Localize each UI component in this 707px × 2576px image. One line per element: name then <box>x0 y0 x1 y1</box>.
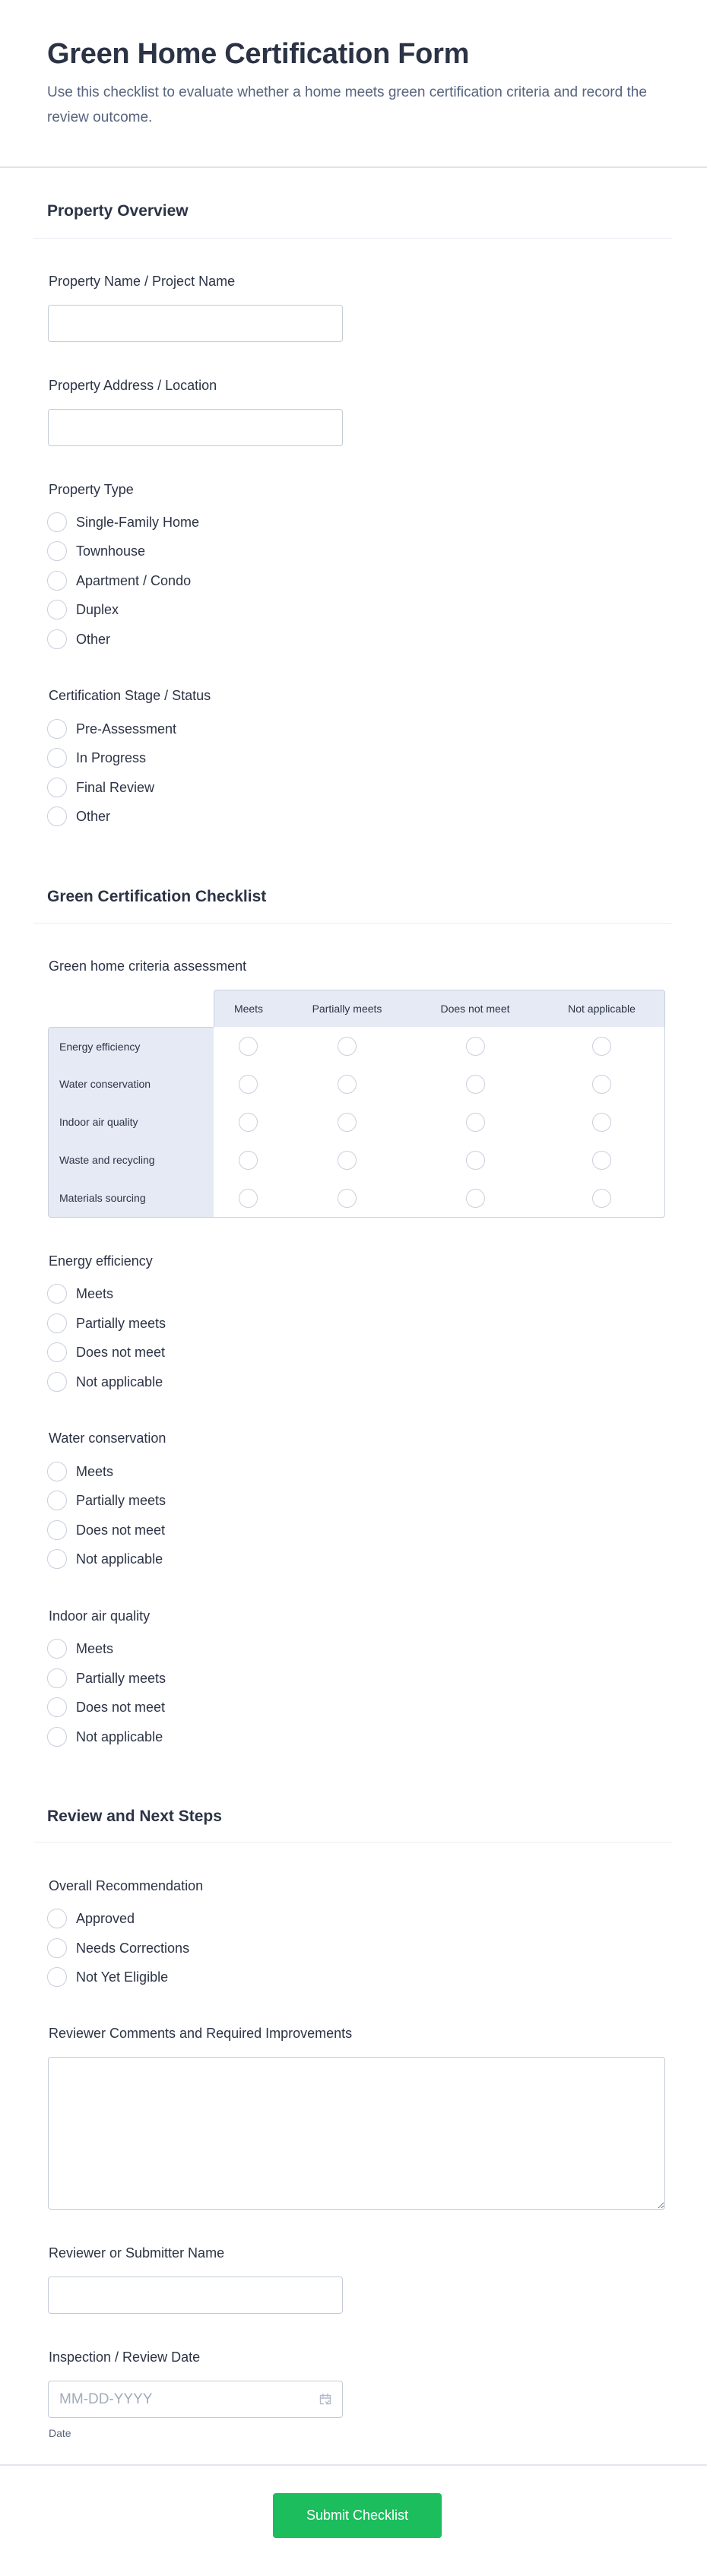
energy-efficiency-label: Energy efficiency <box>49 1253 153 1269</box>
radio-label: Needs Corrections <box>76 1940 190 1956</box>
radio-water-meets[interactable] <box>47 1461 113 1482</box>
radio-label: Other <box>76 631 111 647</box>
reviewer-name-label: Reviewer or Submitter Name <box>49 2245 225 2261</box>
matrix-radio-cell[interactable] <box>539 1065 665 1104</box>
review-date-sublabel: Date <box>49 2427 71 2439</box>
radio-button[interactable] <box>239 1075 258 1094</box>
radio-button[interactable] <box>47 1909 67 1928</box>
radio-button[interactable] <box>47 1313 67 1333</box>
matrix-col-header: Not applicable <box>539 990 665 1028</box>
radio-stage-in-progress[interactable] <box>47 747 146 768</box>
radio-energy-meets[interactable] <box>47 1283 113 1304</box>
radio-button[interactable] <box>239 1037 258 1056</box>
matrix-label: Green home criteria assessment <box>49 958 247 974</box>
radio-energy-partially-meets[interactable] <box>47 1313 166 1334</box>
radio-property-type-duplex[interactable] <box>47 599 119 620</box>
indoor-air-quality-label: Indoor air quality <box>49 1608 151 1624</box>
radio-air-meets[interactable] <box>47 1638 113 1659</box>
radio-air-does-not-meet[interactable] <box>47 1697 165 1718</box>
radio-button[interactable] <box>47 1727 67 1747</box>
radio-label: Partially meets <box>76 1315 166 1331</box>
radio-button[interactable] <box>47 600 67 619</box>
section-title-property-overview: Property Overview <box>47 202 189 220</box>
radio-button[interactable] <box>592 1113 611 1132</box>
radio-recommendation-approved[interactable] <box>47 1908 135 1929</box>
review-date-field[interactable] <box>48 2381 343 2418</box>
matrix-col-header: Meets <box>214 990 284 1028</box>
radio-label: Townhouse <box>76 543 146 559</box>
radio-label: Pre-Assessment <box>76 721 177 737</box>
matrix-radio-cell[interactable] <box>283 1103 412 1142</box>
property-type-label: Property Type <box>49 482 134 497</box>
water-conservation-label: Water conservation <box>49 1431 166 1446</box>
comments-label: Reviewer Comments and Required Improvements <box>49 2026 353 2041</box>
matrix-row-label: Water conservation <box>48 1065 214 1104</box>
radio-label: Other <box>76 808 111 824</box>
radio-button[interactable] <box>47 1639 67 1659</box>
submit-checklist-button[interactable]: Submit Checklist <box>273 2493 442 2538</box>
radio-button[interactable] <box>466 1151 485 1170</box>
radio-button[interactable] <box>592 1151 611 1170</box>
matrix-radio-cell[interactable] <box>411 1141 540 1180</box>
matrix-col-header: Does not meet <box>411 990 540 1028</box>
review-date-input[interactable] <box>49 2381 307 2417</box>
matrix-row-label: Materials sourcing <box>48 1179 214 1218</box>
radio-recommendation-needs-corrections[interactable] <box>47 1938 189 1959</box>
radio-button[interactable] <box>47 541 67 561</box>
matrix-radio-cell[interactable] <box>214 1027 284 1066</box>
radio-label: Meets <box>76 1285 114 1301</box>
radio-label: Not applicable <box>76 1728 163 1744</box>
radio-label: Apartment / Condo <box>76 572 192 588</box>
section-divider <box>33 923 672 924</box>
matrix-row-label: Indoor air quality <box>48 1103 214 1142</box>
matrix-radio-cell[interactable] <box>539 1179 665 1218</box>
radio-button[interactable] <box>466 1075 485 1094</box>
radio-button[interactable] <box>338 1189 357 1208</box>
matrix-radio-cell[interactable] <box>214 1065 284 1104</box>
radio-property-type-apartment[interactable] <box>47 570 191 591</box>
section-title-review: Review and Next Steps <box>47 1808 222 1825</box>
matrix-radio-cell[interactable] <box>411 1065 540 1104</box>
radio-button[interactable] <box>592 1037 611 1056</box>
radio-air-partially-meets[interactable] <box>47 1668 166 1689</box>
radio-label: Meets <box>76 1640 114 1656</box>
form-title: Green Home Certification Form <box>47 38 470 70</box>
radio-button[interactable] <box>47 1372 67 1392</box>
comments-textarea[interactable] <box>48 2057 665 2210</box>
radio-button[interactable] <box>338 1075 357 1094</box>
radio-button[interactable] <box>466 1189 485 1208</box>
radio-label: Duplex <box>76 601 119 617</box>
radio-button[interactable] <box>338 1037 357 1056</box>
recommendation-label: Overall Recommendation <box>49 1878 204 1893</box>
matrix-row-label: Energy efficiency <box>48 1027 214 1066</box>
certification-stage-label: Certification Stage / Status <box>49 688 211 703</box>
form-description: Use this checklist to evaluate whether a home meets green certification criteria and record the review outcome. <box>47 84 647 125</box>
matrix-radio-cell[interactable] <box>539 1103 665 1142</box>
radio-button[interactable] <box>47 748 67 768</box>
radio-label: Does not meet <box>76 1699 166 1715</box>
matrix-radio-cell[interactable] <box>539 1027 665 1066</box>
section-divider <box>33 238 672 239</box>
matrix-row-label: Waste and recycling <box>48 1141 214 1180</box>
radio-button[interactable] <box>338 1113 357 1132</box>
radio-property-type-townhouse[interactable] <box>47 540 145 562</box>
matrix-radio-cell[interactable] <box>214 1179 284 1218</box>
radio-label: Approved <box>76 1910 135 1926</box>
radio-button[interactable] <box>466 1037 485 1056</box>
radio-button[interactable] <box>338 1151 357 1170</box>
radio-label: Partially meets <box>76 1670 166 1686</box>
matrix-radio-cell[interactable] <box>214 1141 284 1180</box>
radio-button[interactable] <box>239 1151 258 1170</box>
property-name-input[interactable] <box>48 305 343 342</box>
radio-button[interactable] <box>47 719 67 739</box>
radio-recommendation-not-yet-eligible[interactable] <box>47 1966 168 1988</box>
radio-button[interactable] <box>47 512 67 532</box>
radio-button[interactable] <box>47 1697 67 1717</box>
reviewer-name-input[interactable] <box>48 2277 343 2314</box>
matrix-radio-cell[interactable] <box>214 1103 284 1142</box>
radio-button[interactable] <box>47 1520 67 1540</box>
radio-label: Single-Family Home <box>76 514 200 530</box>
footer-divider <box>0 2464 707 2466</box>
radio-energy-does-not-meet[interactable] <box>47 1342 165 1363</box>
radio-button[interactable] <box>47 1462 67 1481</box>
radio-label: Final Review <box>76 779 155 795</box>
radio-air-not-applicable[interactable] <box>47 1726 163 1747</box>
radio-water-not-applicable[interactable] <box>47 1548 163 1570</box>
radio-stage-other[interactable] <box>47 806 110 827</box>
matrix-col-header: Partially meets <box>283 990 412 1028</box>
criteria-matrix <box>48 990 665 1218</box>
radio-button[interactable] <box>47 1967 67 1987</box>
radio-button[interactable] <box>239 1113 258 1132</box>
radio-label: Does not meet <box>76 1522 166 1538</box>
radio-label: Partially meets <box>76 1492 166 1508</box>
radio-button[interactable] <box>47 1284 67 1304</box>
property-address-input[interactable] <box>48 409 343 446</box>
radio-label: In Progress <box>76 749 147 765</box>
matrix-radio-cell[interactable] <box>411 1103 540 1142</box>
radio-energy-not-applicable[interactable] <box>47 1371 163 1393</box>
property-address-label: Property Address / Location <box>49 378 217 393</box>
radio-stage-pre-assessment[interactable] <box>47 718 176 740</box>
property-name-label: Property Name / Project Name <box>49 274 236 289</box>
radio-water-partially-meets[interactable] <box>47 1490 166 1511</box>
matrix-radio-cell[interactable] <box>411 1027 540 1066</box>
radio-stage-final-review[interactable] <box>47 777 154 798</box>
radio-property-type-single-family[interactable] <box>47 512 199 533</box>
calendar-icon[interactable] <box>318 2391 333 2406</box>
radio-button[interactable] <box>592 1189 611 1208</box>
radio-button[interactable] <box>466 1113 485 1132</box>
matrix-radio-cell[interactable] <box>283 1027 412 1066</box>
radio-label: Not applicable <box>76 1551 163 1567</box>
radio-button[interactable] <box>47 1491 67 1510</box>
radio-button[interactable] <box>47 1938 67 1958</box>
review-date-label: Inspection / Review Date <box>49 2349 201 2365</box>
radio-button[interactable] <box>47 1342 67 1362</box>
matrix-radio-cell[interactable] <box>283 1141 412 1180</box>
matrix-radio-cell[interactable] <box>283 1065 412 1104</box>
radio-button[interactable] <box>47 571 67 591</box>
radio-button[interactable] <box>47 778 67 797</box>
radio-button[interactable] <box>47 1549 67 1569</box>
matrix-radio-cell[interactable] <box>283 1179 412 1218</box>
section-title-checklist: Green Certification Checklist <box>47 888 267 905</box>
matrix-radio-cell[interactable] <box>411 1179 540 1218</box>
radio-water-does-not-meet[interactable] <box>47 1519 165 1541</box>
radio-label: Not Yet Eligible <box>76 1969 169 1985</box>
radio-label: Does not meet <box>76 1344 166 1360</box>
radio-button[interactable] <box>239 1189 258 1208</box>
radio-button[interactable] <box>47 1668 67 1688</box>
radio-button[interactable] <box>592 1075 611 1094</box>
header-divider <box>0 166 707 168</box>
radio-button[interactable] <box>47 806 67 826</box>
radio-property-type-other[interactable] <box>47 629 110 650</box>
matrix-radio-cell[interactable] <box>539 1141 665 1180</box>
radio-button[interactable] <box>47 629 67 649</box>
radio-label: Meets <box>76 1463 114 1479</box>
radio-label: Not applicable <box>76 1374 163 1389</box>
